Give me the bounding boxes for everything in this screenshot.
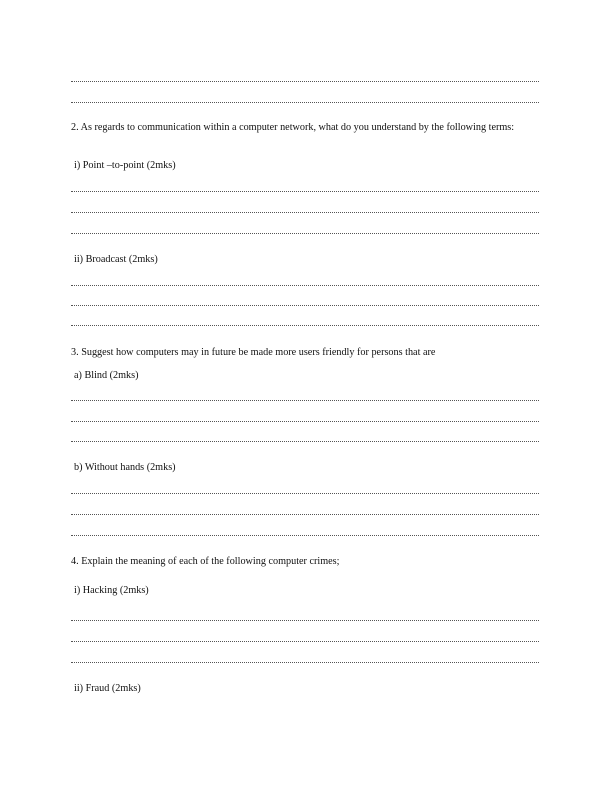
answer-line[interactable] [71, 325, 539, 326]
answer-line[interactable] [71, 535, 539, 536]
question-2-part-ii-label: ii) Broadcast (2mks) [74, 254, 158, 265]
question-4-part-i-label: i) Hacking (2mks) [74, 585, 149, 596]
answer-line[interactable] [71, 233, 539, 234]
question-4-text: 4. Explain the meaning of each of the following computer crimes; [71, 556, 340, 567]
answer-line[interactable] [71, 493, 539, 494]
question-3-part-b-label: b) Without hands (2mks) [74, 462, 176, 473]
answer-line[interactable] [71, 400, 539, 401]
question-2-part-i-label: i) Point –to-point (2mks) [74, 160, 176, 171]
answer-line[interactable] [71, 191, 539, 192]
answer-line[interactable] [71, 102, 539, 103]
question-4-part-ii-label: ii) Fraud (2mks) [74, 683, 141, 694]
answer-line[interactable] [71, 212, 539, 213]
answer-line[interactable] [71, 620, 539, 621]
answer-line[interactable] [71, 305, 539, 306]
answer-line[interactable] [71, 81, 539, 82]
answer-line[interactable] [71, 441, 539, 442]
answer-line[interactable] [71, 421, 539, 422]
answer-line[interactable] [71, 641, 539, 642]
question-3-part-a-label: a) Blind (2mks) [74, 370, 139, 381]
answer-line[interactable] [71, 514, 539, 515]
question-2-text: 2. As regards to communication within a computer network, what do you understand by the following terms: [71, 122, 515, 133]
answer-line[interactable] [71, 285, 539, 286]
answer-line[interactable] [71, 662, 539, 663]
question-3-text: 3. Suggest how computers may in future be made more users friendly for persons that are [71, 347, 436, 358]
